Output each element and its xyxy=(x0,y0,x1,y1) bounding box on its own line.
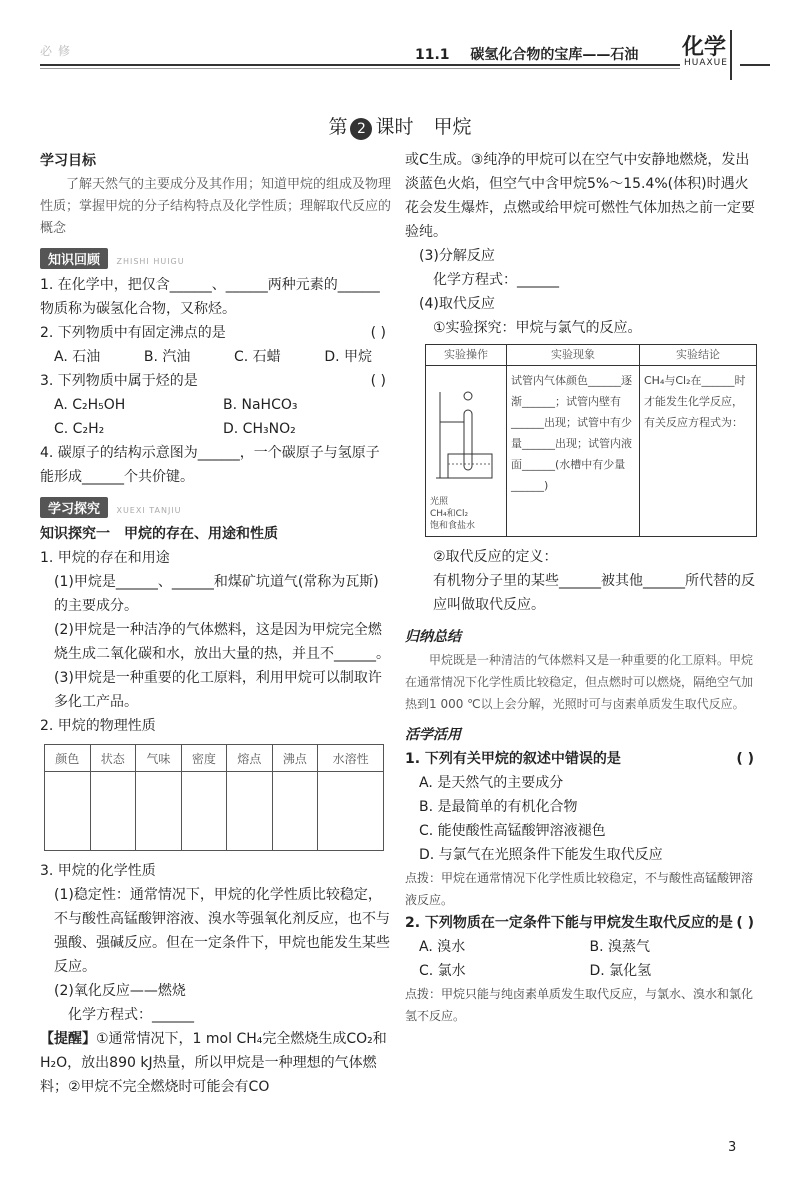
experiment-title: ①实验探究：甲烷与氯气的反应。 xyxy=(433,320,642,336)
page-number: 3 xyxy=(728,1140,737,1155)
option-d[interactable]: D. 与氯气在光照条件下能发生取代反应 xyxy=(419,847,663,863)
inquiry-banner: 学习探究 xyxy=(40,497,108,518)
header-rule-thin xyxy=(40,68,680,69)
answer-paren[interactable]: ( ) xyxy=(736,751,754,767)
table-header-row xyxy=(45,745,384,772)
review-q3: 3. 下列物质中属于烃的是 ( ) xyxy=(40,369,392,393)
existence-b: (2)甲烷是一种洁净的气体燃料，这是因为甲烷完全燃烧生成二氧化碳和水，放出大量的热，并且不______。 xyxy=(54,622,390,662)
test-tube-apparatus-icon xyxy=(434,382,500,492)
oxidation-equation: 化学方程式：______ xyxy=(68,1007,194,1023)
experiment-header-phenomenon: 实验现象 xyxy=(507,345,639,366)
experiment-operation-col xyxy=(426,345,507,536)
experiment-phenomenon-col xyxy=(507,345,640,536)
decomposition-equation: 化学方程式：______ xyxy=(433,272,559,288)
tip-block xyxy=(40,1027,392,1099)
tip-label: 【提醒】 xyxy=(40,1031,96,1047)
answer-cell[interactable] xyxy=(181,772,227,851)
lesson-suffix: 课时 xyxy=(375,116,414,138)
review-banner: 知识回顾 xyxy=(40,248,108,269)
answer-paren[interactable]: ( ) xyxy=(370,373,386,389)
subject-pinyin: HUAXUE xyxy=(684,58,728,68)
col-boiling: 沸点 xyxy=(272,745,318,772)
inquiry-topic: 知识探究一 甲烷的存在、用途和性质 xyxy=(40,526,278,542)
experiment-phenomenon-text: 试管内气体颜色______逐渐______；试管内壁有______出现；试管中有少量______出现；试管内液面______(水槽中有少量______) xyxy=(511,374,632,492)
inquiry-banner-sub: XUEXI TANJIU xyxy=(116,506,182,515)
lesson-title xyxy=(0,112,800,140)
existence-a: (1)甲烷是______、______和煤矿坑道气(常称为瓦斯)的主要成分。 xyxy=(54,574,379,614)
review-q3-options-cd xyxy=(40,417,392,441)
subject-label: 化学 xyxy=(682,35,727,60)
option-c[interactable]: C. C₂H₂ xyxy=(54,421,105,437)
right-column xyxy=(405,148,760,1027)
option-b[interactable]: B. 汽油 xyxy=(143,349,191,365)
existence-c: (3)甲烷是一种重要的化工原料，利用甲烷可以制取许多化工产品。 xyxy=(54,670,382,710)
review-q1: 1. 在化学中，把仅含______、______两种元素的______物质称为碳氢化合物，又称烃。 xyxy=(40,277,380,317)
physical-properties-table xyxy=(44,744,384,851)
option-b[interactable]: B. NaHCO₃ xyxy=(223,397,298,413)
option-c[interactable]: C. 石蜡 xyxy=(234,349,281,365)
practice-q2-options-ab xyxy=(405,935,760,959)
option-a[interactable]: A. C₂H₅OH xyxy=(54,397,126,413)
option-b[interactable]: B. 溴蒸气 xyxy=(589,939,651,955)
chapter-title: 碳氢化合物的宝库——石油 xyxy=(470,47,639,63)
col-state: 状态 xyxy=(90,745,136,772)
option-d[interactable]: D. 甲烷 xyxy=(324,349,372,365)
oxidation-heading: (2)氧化反应——燃烧 xyxy=(54,983,186,999)
answer-cell[interactable] xyxy=(227,772,273,851)
answer-cell[interactable] xyxy=(272,772,318,851)
practice-q2-options-cd xyxy=(405,959,760,983)
answer-cell[interactable] xyxy=(318,772,384,851)
header-title xyxy=(415,44,638,64)
label-light: 光照 xyxy=(430,497,449,507)
review-banner-sub: ZHISHI HUIGU xyxy=(116,257,185,266)
header-left-faint: 必修 xyxy=(40,44,77,58)
experiment-header-conclusion: 实验结论 xyxy=(640,345,756,366)
option-b[interactable]: B. 是最简单的有机化合物 xyxy=(419,799,578,815)
substitution-heading: (4)取代反应 xyxy=(419,296,495,312)
definition-text: 有机物分子里的某些______被其他______所代替的反应叫做取代反应。 xyxy=(433,573,755,613)
summary-text: 甲烷既是一种清洁的气体燃料又是一种重要的化工原料。甲烷在通常情况下化学性质比较稳定，但点燃时可以燃烧，隔绝空气加热到1 000 ℃以上会分解，光照时可与卤素单质发生取代反应。 xyxy=(405,653,754,711)
review-q3-options-ab xyxy=(40,393,392,417)
practice-q2: 2. 下列物质在一定条件下能与甲烷发生取代反应的是 ( ) xyxy=(405,911,760,935)
stability-text: (1)稳定性：通常情况下，甲烷的化学性质比较稳定，不与酸性高锰酸钾溶液、溴水等强氧化剂反应，也不与强酸、强碱反应。但在一定条件下，甲烷也能发生某些反应。 xyxy=(54,887,390,975)
option-d[interactable]: D. CH₃NO₂ xyxy=(223,421,296,437)
physical-heading: 2. 甲烷的物理性质 xyxy=(40,718,156,734)
option-c[interactable]: C. 能使酸性高锰酸钾溶液褪色 xyxy=(419,823,606,839)
experiment-table xyxy=(425,344,757,537)
option-c[interactable]: C. 氯水 xyxy=(419,963,466,979)
practice-q1: 1. 下列有关甲烷的叙述中错误的是 ( ) xyxy=(405,747,760,771)
option-d[interactable]: D. 氯化氢 xyxy=(589,963,652,979)
lesson-number-badge: 2 xyxy=(350,118,372,140)
header-divider xyxy=(730,30,732,80)
review-q2: 2. 下列物质中有固定沸点的是 ( ) xyxy=(40,321,392,345)
label-brine: 饱和食盐水 xyxy=(430,521,476,531)
section-number: 11.1 xyxy=(415,47,450,63)
col-melting: 熔点 xyxy=(227,745,273,772)
option-a[interactable]: A. 石油 xyxy=(54,349,101,365)
lesson-prefix: 第 xyxy=(328,116,348,138)
col-solubility: 水溶性 xyxy=(318,745,384,772)
lesson-topic: 甲烷 xyxy=(433,116,472,138)
answer-cell[interactable] xyxy=(45,772,91,851)
col-color: 颜色 xyxy=(45,745,91,772)
answer-cell[interactable] xyxy=(90,772,136,851)
answer-paren[interactable]: ( ) xyxy=(736,915,754,931)
experiment-header-operation: 实验操作 xyxy=(426,345,506,366)
answer-paren[interactable]: ( ) xyxy=(370,325,386,341)
objectives-text: 了解天然气的主要成分及其作用；知道甲烷的组成及物理性质；掌握甲烷的分子结构特点及化学性质；理解取代反应的概念 xyxy=(40,177,392,236)
option-a[interactable]: A. 是天然气的主要成分 xyxy=(419,775,564,791)
existence-heading: 1. 甲烷的存在和用途 xyxy=(40,550,170,566)
experiment-conclusion-text: CH₄与Cl₂在______时才能发生化学反应，有关反应方程式为： xyxy=(644,374,746,429)
objectives-heading: 学习目标 xyxy=(40,153,96,169)
col-odor: 气味 xyxy=(136,745,182,772)
label-gases: CH₄和Cl₂ xyxy=(430,509,469,519)
chemical-heading: 3. 甲烷的化学性质 xyxy=(40,863,156,879)
practice-heading: 活学活用 xyxy=(405,727,461,743)
practice-q2-hint: 点拨：甲烷只能与纯卤素单质发生取代反应，与氯水、溴水和氯化氢不反应。 xyxy=(405,987,754,1023)
header-rule-tail xyxy=(740,64,770,66)
table-answer-row[interactable] xyxy=(45,772,384,851)
definition-heading: ②取代反应的定义： xyxy=(433,549,558,565)
summary-heading: 归纳总结 xyxy=(405,629,461,645)
header-rule xyxy=(40,64,680,66)
review-q4: 4. 碳原子的结构示意图为______，一个碳原子与氢原子能形成______个共价键。 xyxy=(40,445,380,485)
tip-text: ①通常情况下，1 mol CH₄完全燃烧生成CO₂和H₂O，放出890 kJ热量，所以甲烷是一种理想的气体燃料；②甲烷不完全燃烧时可能会有CO xyxy=(40,1031,387,1095)
review-q2-options xyxy=(40,345,392,369)
experiment-conclusion-col xyxy=(640,345,756,536)
col-density: 密度 xyxy=(181,745,227,772)
apparatus-labels xyxy=(426,496,506,536)
combustion-continued: 或C生成。③纯净的甲烷可以在空气中安静地燃烧，发出淡蓝色火焰，但空气中含甲烷5%～15.4%(体积)时遇火花会发生爆炸，点燃或给甲烷可燃性气体加热之前一定要验纯。 xyxy=(405,152,755,240)
decomposition-heading: (3)分解反应 xyxy=(419,248,495,264)
option-a[interactable]: A. 溴水 xyxy=(419,939,466,955)
practice-q1-hint: 点拨：甲烷在通常情况下化学性质比较稳定，不与酸性高锰酸钾溶液反应。 xyxy=(405,871,754,907)
answer-cell[interactable] xyxy=(136,772,182,851)
left-column xyxy=(40,148,392,1099)
